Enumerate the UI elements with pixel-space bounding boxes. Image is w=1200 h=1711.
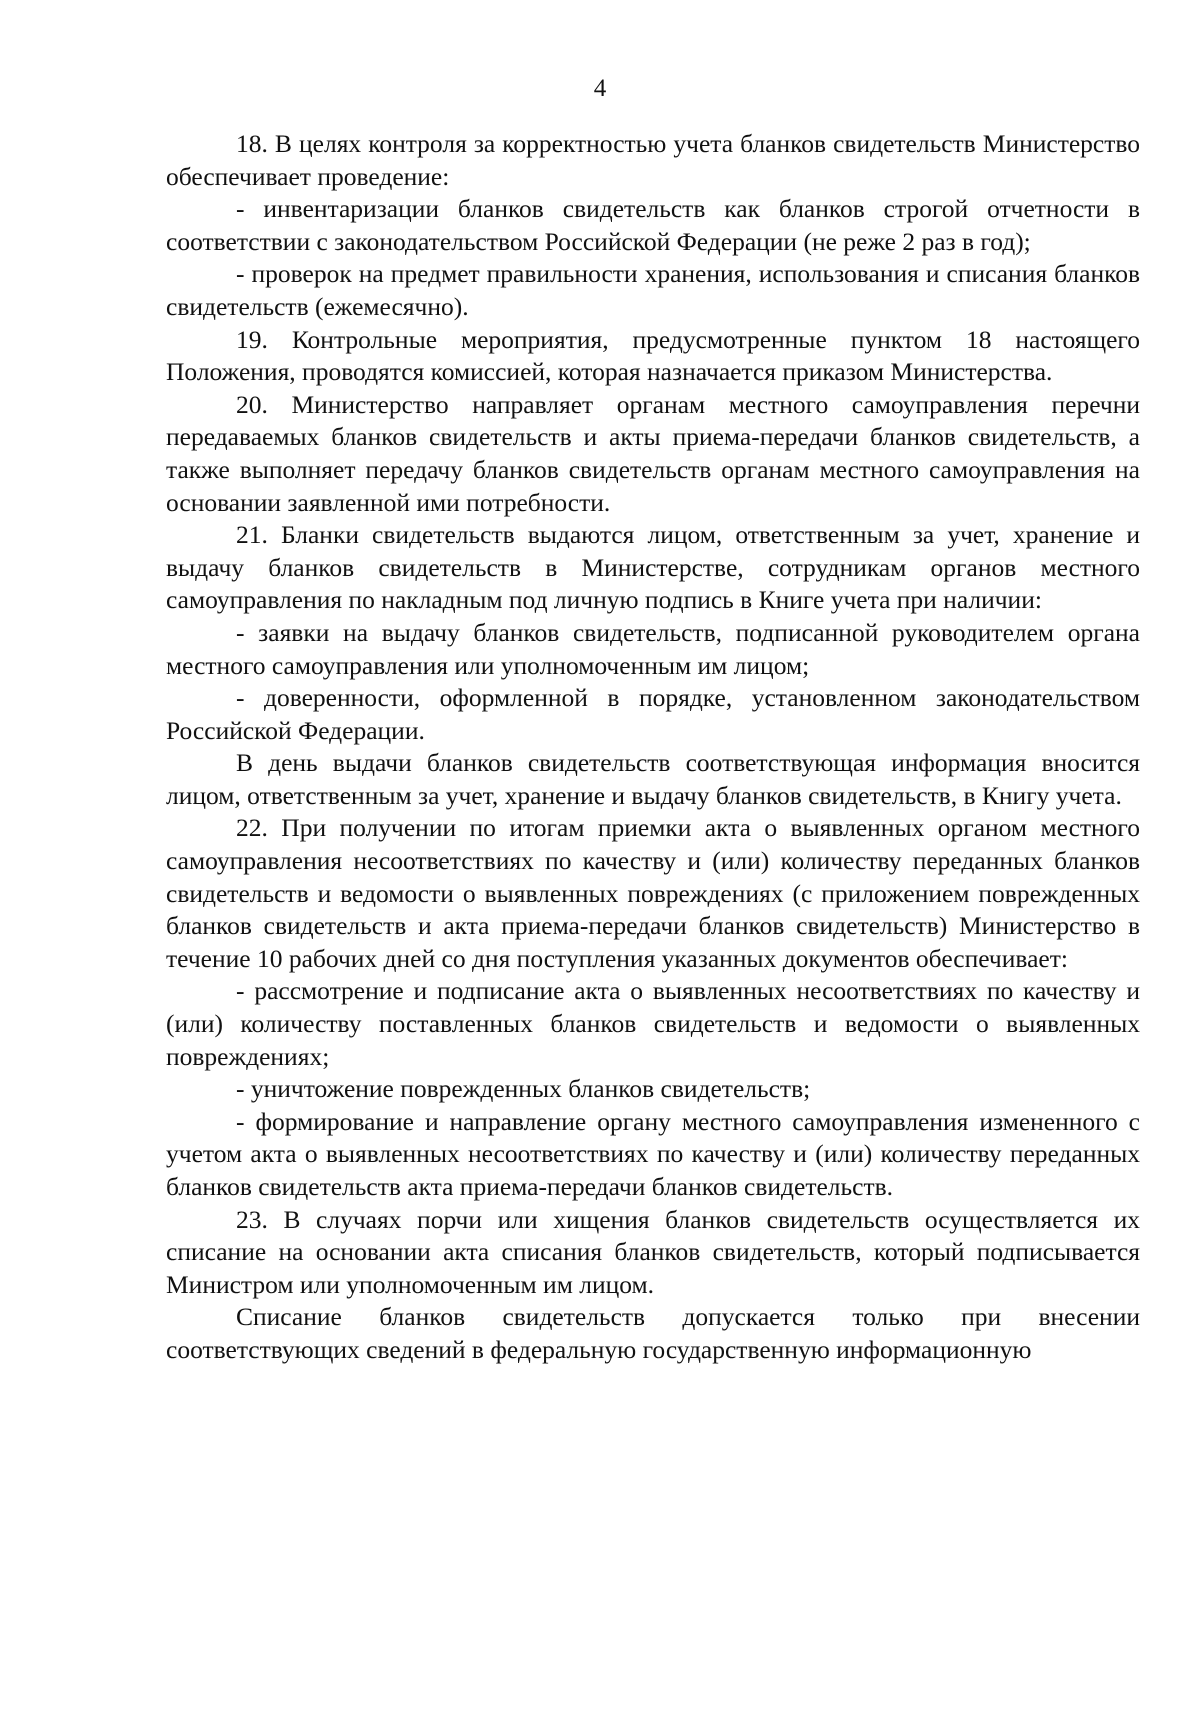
- paragraph: - инвентаризации бланков свидетельств как бланков строгой отчетности в соответствии с законодательством Российской Федерации (не реже 2 раз в год);: [166, 194, 1140, 256]
- paragraph: - формирование и направление органу местного самоуправления измененного с учетом акта о выявленных несоответствиях по качеству и (или) количеству переданных бланков свидетельств акта приема-передачи бланков свидетельств.: [166, 1106, 1140, 1201]
- paragraph: 19. Контрольные мероприятия, предусмотренные пунктом 18 настоящего Положения, проводятся комиссией, которая назначается приказом Министерства.: [166, 324, 1140, 387]
- paragraph: - проверок на предмет правильности хранения, использования и списания бланков свидетельств (ежемесячно).: [166, 259, 1140, 321]
- paragraph: В день выдачи бланков свидетельств соответствующая информация вносится лицом, ответственным за учет, хранение и выдачу бланков свидетельств, в Книгу учета.: [166, 748, 1140, 810]
- page-number: 4: [593, 75, 607, 102]
- paragraph: 22. При получении по итогам приемки акта о выявленных органом местного самоуправления несоответствиях по качеству и (или) количеству переданных бланков свидетельств и ведомости о выявленных повреждениях (с приложением поврежденных бланков свидетельств и акта приема-передачи бланков свидетельств) Министерство в течение 10 рабочих дней со дня поступления указанных документов обеспечивает:: [166, 813, 1140, 973]
- paragraph: 23. В случаях порчи или хищения бланков свидетельств осуществляется их списание на основании акта списания бланков свидетельств, который подписывается Министром или уполномоченным им лицом.: [166, 1204, 1140, 1299]
- paragraph: 21. Бланки свидетельств выдаются лицом, ответственным за учет, хранение и выдачу бланков свидетельств в Министерстве, сотрудникам органов местного самоуправления по накладным под личную подпись в Книге учета при наличии:: [166, 520, 1140, 615]
- paragraph: - доверенности, оформленной в порядке, установленном законодательством Российской Федерации.: [166, 683, 1140, 745]
- paragraph: - уничтожение поврежденных бланков свидетельств;: [236, 1074, 811, 1104]
- paragraph: 18. В целях контроля за корректностью учета бланков свидетельств Министерство обеспечивает проведение:: [166, 129, 1140, 191]
- paragraph: 20. Министерство направляет органам местного самоуправления перечни передаваемых бланков свидетельств и акты приема-передачи бланков свидетельств, а также выполняет передачу бланков свидетельств органам местного самоуправления на основании заявленной ими потребности.: [166, 389, 1140, 517]
- paragraph: - рассмотрение и подписание акта о выявленных несоответствиях по качеству и (или) количеству поставленных бланков свидетельств и ведомости о выявленных повреждениях;: [166, 976, 1140, 1071]
- document-body: [166, 128, 1140, 1367]
- paragraph: Списание бланков свидетельств допускается только при внесении соответствующих сведений в федеральную государственную информационную: [166, 1302, 1140, 1364]
- paragraph: - заявки на выдачу бланков свидетельств, подписанной руководителем органа местного самоуправления или уполномоченным им лицом;: [166, 617, 1140, 680]
